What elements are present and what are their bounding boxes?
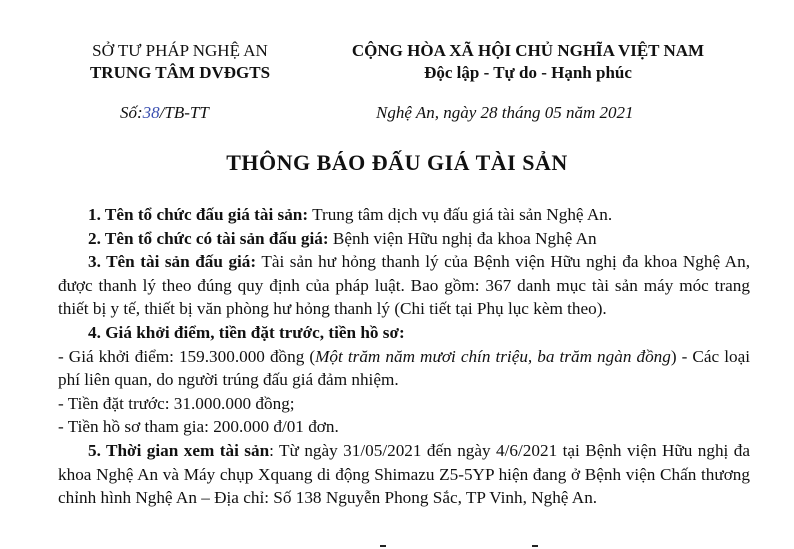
section-2-label: 2. Tên tổ chức có tài sản đấu giá: xyxy=(88,228,329,248)
starting-price-text: - Giá khởi điểm: 159.300.000 đồng ( xyxy=(58,346,316,366)
issuing-agency-block xyxy=(60,40,300,84)
country-name: CỘNG HÒA XÃ HỘI CHỦ NGHĨA VIỆT NAM xyxy=(351,41,705,60)
section-4-starting-price xyxy=(58,345,750,392)
section-4-dossier-fee: - Tiền hồ sơ tham gia: 200.000 đ/01 đơn. xyxy=(58,417,339,437)
next-line-fragment xyxy=(380,545,386,547)
next-line-fragment xyxy=(532,545,538,547)
section-1-label: 1. Tên tổ chức đấu giá tài sản: xyxy=(88,205,309,224)
section-3-text: Tài sản hư hỏng thanh lý của Bệnh viện Hữu nghị đa khoa Nghệ An, được thanh lý theo đúng quy định của pháp luật. Bao gồm: 367 danh mục tài sản máy móc trang thiết bị y tế, thiết bị văn phòng hư hỏng thanh lý (Chi tiết tại Phụ lục kèm theo). xyxy=(58,252,750,319)
section-1 xyxy=(58,203,750,227)
document-title: THÔNG BÁO ĐẤU GIÁ TÀI SẢN xyxy=(226,150,568,175)
agency-name: TRUNG TÂM DVĐGTS xyxy=(89,63,271,82)
national-motto-block xyxy=(318,40,738,84)
motto: Độc lập - Tự do - Hạnh phúc xyxy=(424,63,632,82)
section-1-text: Trung tâm dịch vụ đấu giá tài sản Nghệ An. xyxy=(308,205,613,224)
number-prefix: Số: xyxy=(120,103,143,122)
section-3 xyxy=(58,250,750,321)
agency-parent: SỞ TƯ PHÁP NGHỆ AN xyxy=(92,41,268,60)
document-number xyxy=(120,103,209,123)
number-handwritten: 38 xyxy=(142,103,160,122)
document-body xyxy=(58,203,750,510)
section-5 xyxy=(58,439,750,510)
starting-price-in-words: Một trăm năm mươi chín triệu, ba trăm ngàn đồng xyxy=(315,346,671,366)
section-2-text: Bệnh viện Hữu nghị đa khoa Nghệ An xyxy=(328,228,597,248)
number-suffix: /TB-TT xyxy=(159,103,209,122)
section-4-label: 4. Giá khởi điểm, tiền đặt trước, tiền hồ sơ: xyxy=(88,322,405,342)
starting-price-end: ) - Các loại phí liên quan, do người trúng đấu giá đảm nhiệm. xyxy=(58,346,750,390)
section-3-label: 3. Tên tài sản đấu giá: xyxy=(88,252,257,272)
place-and-date: Nghệ An, ngày 28 tháng 05 năm 2021 xyxy=(376,103,634,122)
section-4-deposit: - Tiền đặt trước: 31.000.000 đồng; xyxy=(58,393,295,413)
section-5-label: 5. Thời gian xem tài sản xyxy=(88,440,270,460)
section-5-text: : Từ ngày 31/05/2021 đến ngày 4/6/2021 tại Bệnh viện Hữu nghị đa khoa Nghệ An và Máy chụp Xquang di động Shimazu Z5-5YP hiện đang ở Bệnh viện Chấn thương chỉnh hình Nghệ An – Địa chỉ: Số 138 Nguyễn Phong Sắc, TP Vinh, Nghệ An. xyxy=(58,440,751,508)
section-2 xyxy=(58,227,750,251)
